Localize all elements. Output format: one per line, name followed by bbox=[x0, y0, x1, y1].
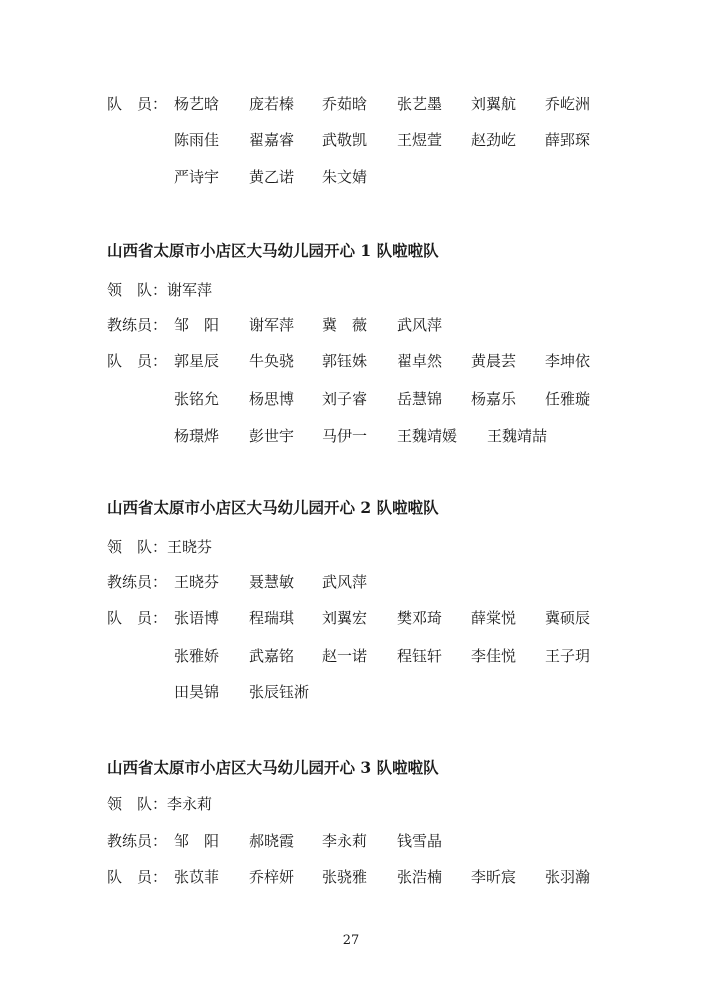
member-name: 牛奂骁 bbox=[249, 352, 295, 370]
member-row bbox=[0, 606, 702, 630]
member-name: 黄乙诺 bbox=[249, 168, 295, 186]
member-name: 张艺墨 bbox=[397, 95, 443, 113]
member-name: 黄晨芸 bbox=[471, 352, 517, 370]
member-name: 樊邓琦 bbox=[397, 609, 443, 627]
member-name: 张骁雅 bbox=[322, 868, 368, 886]
row-label: 教练员： bbox=[107, 832, 168, 850]
member-name: 薛郢琛 bbox=[545, 131, 591, 149]
row-label: 教练员： bbox=[107, 573, 168, 591]
member-name: 李佳悦 bbox=[471, 647, 517, 665]
member-name: 岳慧锦 bbox=[397, 390, 443, 408]
member-row bbox=[0, 865, 702, 889]
team-heading: 山西省太原市小店区大马幼儿园开心 2 队啦啦队 bbox=[107, 498, 439, 517]
member-name: 郭钰姝 bbox=[322, 352, 368, 370]
coach-name: 李永莉 bbox=[322, 832, 368, 850]
coach-row bbox=[0, 570, 702, 594]
member-name: 李昕宸 bbox=[471, 868, 517, 886]
member-row bbox=[0, 128, 702, 152]
leader-row bbox=[0, 792, 702, 816]
coach-name: 郝晓霞 bbox=[249, 832, 295, 850]
member-name: 乔梓妍 bbox=[249, 868, 295, 886]
member-name: 张辰钰淅 bbox=[249, 683, 310, 701]
member-row bbox=[0, 92, 702, 116]
member-name: 田昊锦 bbox=[174, 683, 220, 701]
member-name: 彭世宇 bbox=[249, 427, 295, 445]
member-name: 王煜萱 bbox=[397, 131, 443, 149]
member-name: 乔屹洲 bbox=[545, 95, 591, 113]
member-name: 刘子睿 bbox=[322, 390, 368, 408]
member-name: 马伊一 bbox=[322, 427, 368, 445]
member-name: 程瑞琪 bbox=[249, 609, 295, 627]
leader-label: 领 队：李永莉 bbox=[107, 795, 213, 813]
member-name: 程钰轩 bbox=[397, 647, 443, 665]
coach-name: 冀 薇 bbox=[322, 316, 368, 334]
member-row bbox=[0, 680, 702, 704]
coach-name: 王晓芬 bbox=[174, 573, 220, 591]
member-name: 王子玥 bbox=[545, 647, 591, 665]
member-name: 杨嘉乐 bbox=[471, 390, 517, 408]
member-name: 杨璟烨 bbox=[174, 427, 220, 445]
member-name: 杨艺晗 bbox=[174, 95, 220, 113]
row-label: 队 员： bbox=[107, 95, 168, 113]
member-name: 李坤依 bbox=[545, 352, 591, 370]
member-name: 翟嘉睿 bbox=[249, 131, 295, 149]
member-name: 杨思博 bbox=[249, 390, 295, 408]
member-row bbox=[0, 349, 702, 373]
coach-name: 钱雪晶 bbox=[397, 832, 443, 850]
member-name: 武嘉铭 bbox=[249, 647, 295, 665]
coach-row bbox=[0, 829, 702, 853]
member-name: 刘翼宏 bbox=[322, 609, 368, 627]
member-name: 朱文婧 bbox=[322, 168, 368, 186]
member-name: 张浩楠 bbox=[397, 868, 443, 886]
member-name: 张铭允 bbox=[174, 390, 220, 408]
leader-label: 领 队：谢军萍 bbox=[107, 281, 213, 299]
team-heading: 山西省太原市小店区大马幼儿园开心 3 队啦啦队 bbox=[107, 758, 439, 777]
member-name: 张羽瀚 bbox=[545, 868, 591, 886]
row-label: 队 员： bbox=[107, 352, 168, 370]
page-number: 27 bbox=[342, 933, 360, 948]
member-name: 乔茹晗 bbox=[322, 95, 368, 113]
member-name: 赵一诺 bbox=[322, 647, 368, 665]
leader-label: 领 队：王晓芬 bbox=[107, 538, 213, 556]
member-name: 陈雨佳 bbox=[174, 131, 220, 149]
leader-row bbox=[0, 535, 702, 559]
member-name: 张苡菲 bbox=[174, 868, 220, 886]
member-row bbox=[0, 387, 702, 411]
member-name: 薛棠悦 bbox=[471, 609, 517, 627]
member-name: 严诗宇 bbox=[174, 168, 220, 186]
member-name: 郭星辰 bbox=[174, 352, 220, 370]
member-name: 刘翼航 bbox=[471, 95, 517, 113]
coach-row bbox=[0, 313, 702, 337]
member-name: 庞若榛 bbox=[249, 95, 295, 113]
coach-name: 聂慧敏 bbox=[249, 573, 295, 591]
member-name: 翟卓然 bbox=[397, 352, 443, 370]
coach-name: 邹 阳 bbox=[174, 316, 220, 334]
coach-name: 武风萍 bbox=[397, 316, 443, 334]
member-name: 任雅璇 bbox=[545, 390, 591, 408]
member-name: 王魏靖喆 bbox=[487, 427, 548, 445]
coach-name: 邹 阳 bbox=[174, 832, 220, 850]
member-name: 冀硕辰 bbox=[545, 609, 591, 627]
member-name: 王魏靖媛 bbox=[397, 427, 458, 445]
team-heading: 山西省太原市小店区大马幼儿园开心 1 队啦啦队 bbox=[107, 241, 439, 260]
member-name: 张雅娇 bbox=[174, 647, 220, 665]
member-row bbox=[0, 424, 702, 448]
coach-name: 武风萍 bbox=[322, 573, 368, 591]
row-label: 教练员： bbox=[107, 316, 168, 334]
member-name: 武敬凯 bbox=[322, 131, 368, 149]
row-label: 队 员： bbox=[107, 868, 168, 886]
coach-name: 谢军萍 bbox=[249, 316, 295, 334]
member-name: 张语博 bbox=[174, 609, 220, 627]
leader-row bbox=[0, 278, 702, 302]
member-row bbox=[0, 165, 702, 189]
member-name: 赵劲屹 bbox=[471, 131, 517, 149]
row-label: 队 员： bbox=[107, 609, 168, 627]
member-row bbox=[0, 644, 702, 668]
